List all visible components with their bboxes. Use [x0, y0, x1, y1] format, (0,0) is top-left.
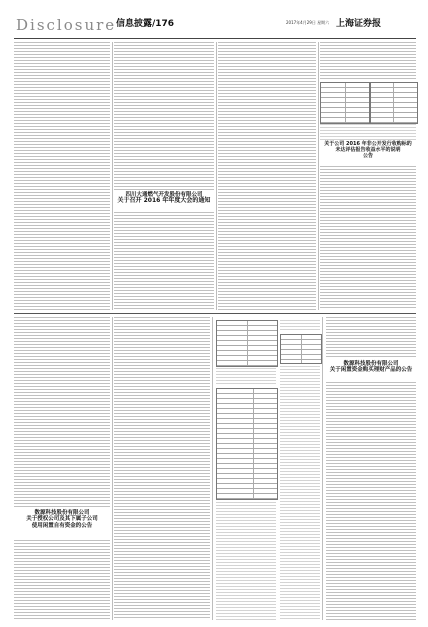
text-column-4-mid	[320, 124, 416, 140]
shuxun-right-headline	[326, 361, 416, 374]
notice-title: 关于闲置资金购买理财产品的公告	[329, 367, 413, 374]
text-column-a	[14, 317, 110, 507]
notice-title: 关于召开 2016 年年度大会的通知	[117, 197, 211, 205]
notice-title: 未达评估报告收益水平的说明	[335, 146, 401, 153]
text-column-4-top	[320, 42, 416, 80]
text-column-c	[216, 502, 276, 620]
notice-title: 关于公司 2016 年非公开发行收购标的	[324, 141, 412, 147]
column-divider	[212, 317, 213, 620]
data-table	[216, 320, 278, 367]
data-table	[216, 388, 278, 500]
company-name: 四川大通燃气开发股份有限公司	[125, 192, 203, 198]
text-column-2-bottom	[114, 212, 214, 310]
data-table	[280, 334, 322, 364]
notice-title: 使用闲置自有资金的公告	[31, 522, 93, 529]
masthead-rule	[14, 38, 416, 39]
column-title: 信息披露/176	[116, 19, 175, 29]
issue-date: 2017年4月29日 星期六	[286, 20, 330, 25]
text-column-c-note	[216, 368, 276, 384]
text-column-b	[114, 317, 210, 620]
masthead	[0, 0, 428, 40]
notice-title: 关于授权公司及其下属子公司	[26, 516, 98, 523]
shuxun-left-headline	[14, 510, 110, 529]
right-notice-headline	[320, 142, 416, 159]
company-name: 数源科技股份有限公司	[34, 510, 90, 516]
section-divider	[14, 313, 416, 314]
notice-title: 公告	[362, 152, 373, 159]
text-column-e	[326, 382, 416, 620]
text-column-2-top	[114, 42, 214, 192]
section-wordmark: Disclosure	[16, 16, 117, 34]
paper-name: 上海证券报	[336, 19, 382, 29]
text-column-e-top	[326, 317, 416, 357]
column-divider	[216, 42, 217, 310]
data-table	[320, 82, 370, 124]
column-divider	[318, 42, 319, 310]
text-column-1	[14, 42, 110, 310]
text-column-a-bottom	[14, 540, 110, 620]
column-divider	[322, 317, 323, 620]
sichuan-notice-headline	[114, 192, 214, 205]
text-column-3	[218, 42, 316, 310]
text-column-d	[280, 366, 320, 620]
column-divider	[112, 42, 113, 310]
company-name: 数源科技股份有限公司	[343, 361, 399, 367]
text-column-4-bottom	[320, 166, 416, 310]
data-table	[370, 82, 418, 124]
column-divider	[112, 317, 113, 620]
text-column-d-note	[280, 320, 320, 332]
